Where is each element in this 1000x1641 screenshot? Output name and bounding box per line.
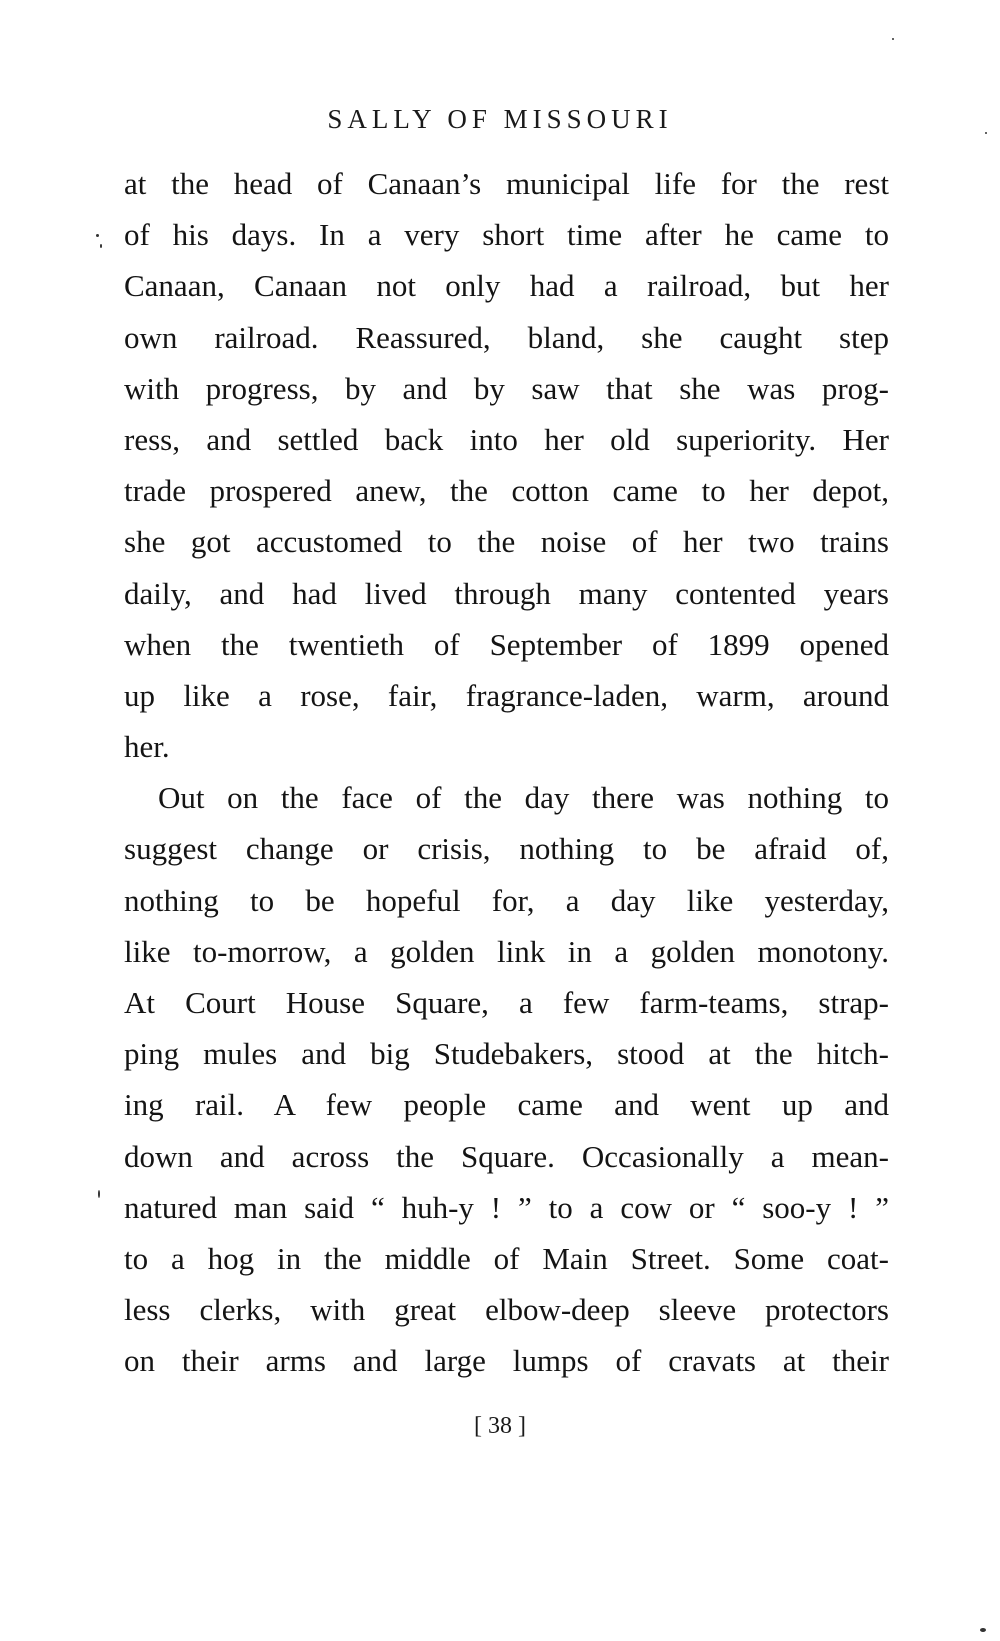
- scan-speck: [100, 244, 102, 248]
- text-line: trade prospered anew, the cotton came to her depot,: [124, 473, 889, 509]
- text-line: daily, and had lived through many contented years: [124, 575, 889, 611]
- text-line: down and across the Square. Occasionally a mean-: [124, 1138, 889, 1174]
- text-line: ing rail. A few people came and went up and: [124, 1087, 889, 1123]
- text-line: of his days. In a very short time after he came to: [124, 217, 889, 253]
- scan-speck: [892, 38, 894, 40]
- text-line: ping mules and big Studebakers, stood at the hitch-: [124, 1036, 889, 1072]
- text-line: nothing to be hopeful for, a day like yesterday,: [124, 882, 889, 918]
- body-text: [124, 158, 889, 1387]
- scan-speck: [98, 1190, 100, 1198]
- text-line: Out on the face of the day there was nothing to: [158, 780, 889, 816]
- text-line: At Court House Square, a few farm-teams, strap-: [124, 985, 889, 1020]
- scan-speck: [985, 132, 987, 134]
- scan-speck: [96, 234, 99, 237]
- text-line: suggest change or crisis, nothing to be afraid of,: [124, 831, 889, 867]
- paragraph-1: [124, 158, 889, 772]
- text-line: like to-morrow, a golden link in a golden monotony.: [124, 933, 889, 969]
- text-line: own railroad. Reassured, bland, she caught step: [124, 319, 889, 355]
- text-line: with progress, by and by saw that she was prog-: [124, 370, 889, 406]
- text-line: on their arms and large lumps of cravats at their: [124, 1343, 889, 1379]
- text-line: natured man said “ huh-y ! ” to a cow or “ soo-y ! ”: [124, 1189, 889, 1225]
- text-line: Canaan, Canaan not only had a railroad, but her: [124, 268, 889, 304]
- text-line: up like a rose, fair, fragrance-laden, warm, around: [124, 677, 889, 713]
- running-head: SALLY OF MISSOURI: [327, 104, 673, 134]
- page-number: [ 38 ]: [474, 1413, 526, 1439]
- scan-speck: [980, 1628, 986, 1632]
- text-line: when the twentieth of September of 1899 opened: [124, 626, 889, 662]
- text-line: less clerks, with great elbow-deep sleeve protectors: [124, 1292, 889, 1328]
- paragraph-2: [124, 772, 889, 1386]
- text-line: at the head of Canaan’s municipal life for the rest: [124, 166, 889, 201]
- text-line: to a hog in the middle of Main Street. Some coat-: [124, 1240, 889, 1276]
- text-line: ress, and settled back into her old superiority. Her: [124, 421, 889, 457]
- text-line: her.: [124, 729, 170, 765]
- text-line: she got accustomed to the noise of her two trains: [124, 524, 889, 560]
